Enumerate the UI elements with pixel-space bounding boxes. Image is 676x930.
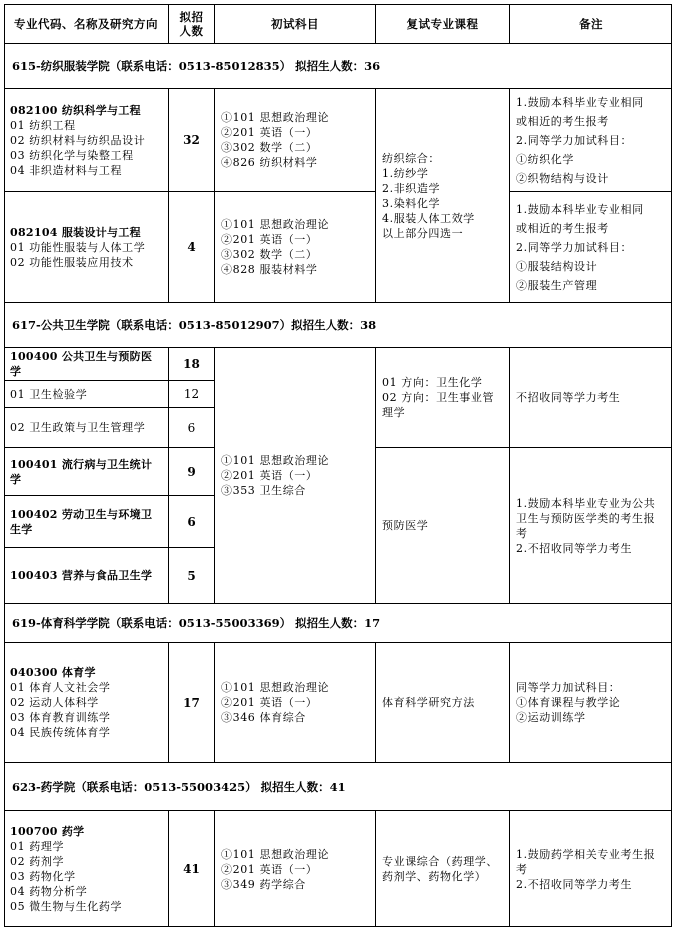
remark-item: 1.鼓励本科毕业专业相同 — [516, 202, 644, 216]
remark-item: 1.鼓励本科毕业专业为公共卫生与预防医学类的考生报考 — [516, 496, 656, 540]
header-remarks-text: 备注 — [579, 16, 603, 31]
quota-value: 6 — [187, 514, 196, 529]
dept-623-title-text: 623-药学院（联系电话：0513-55003425） 拟招生人数：41 — [12, 779, 346, 794]
remarks-617-a — [509, 347, 672, 447]
exam-item: ①101 思想政治理论 — [221, 111, 330, 124]
exams-040300 — [214, 642, 375, 762]
retest-item: 预防医学 — [382, 519, 429, 532]
exam-item: ②201 英语（一） — [221, 469, 318, 482]
major-title: 100700 药学 — [10, 825, 85, 838]
major-100401 — [4, 447, 168, 495]
quota-040300 — [168, 642, 214, 762]
header-quota — [168, 4, 214, 43]
quota-value: 18 — [183, 357, 200, 371]
header-quota-line2: 人数 — [179, 23, 204, 38]
major-direction: 03 体育教育训练学 — [10, 711, 111, 724]
remarks-082104 — [509, 191, 672, 302]
remark-item: 2.同等学力加试科目： — [516, 133, 633, 147]
retest-item: 2.非织造学 — [382, 181, 441, 195]
major-100402 — [4, 495, 168, 547]
retest-617-a — [375, 347, 509, 447]
exam-item: ②201 英语（一） — [221, 862, 318, 876]
major-direction: 04 药物分析学 — [10, 885, 88, 898]
major-direction: 01 体育人文社会学 — [10, 681, 111, 694]
dept-617-title — [4, 302, 672, 347]
major-100403 — [4, 547, 168, 603]
retest-item: 体育科学研究方法 — [382, 696, 475, 709]
header-code-name-text: 专业代码、名称及研究方向 — [14, 16, 158, 31]
major-direction: 03 纺织化学与染整工程 — [10, 148, 134, 162]
major-direction: 02 运动人体科学 — [10, 696, 99, 709]
quota-100700 — [168, 810, 214, 927]
retest-item: 4.服装人体工效学 — [382, 211, 475, 225]
major-082100 — [4, 88, 168, 191]
dept-617-title-text: 617-公共卫生学院（联系电话：0513-85012907）拟招生人数：38 — [12, 318, 377, 332]
quota-value: 41 — [183, 862, 200, 876]
major-082104 — [4, 191, 168, 302]
retest-item: 以上部分四选一 — [382, 226, 464, 240]
exam-item: ①101 思想政治理论 — [221, 454, 330, 467]
major-direction: 04 民族传统体育学 — [10, 726, 111, 739]
major-100400 — [4, 347, 168, 380]
remark-item: 不招收同等学力考生 — [516, 391, 621, 404]
remark-item: 2.不招收同等学力考生 — [516, 877, 633, 891]
quota-value: 9 — [187, 464, 196, 479]
remark-item: 同等学力加试科目： — [516, 681, 621, 694]
major-direction: 04 非织造材料与工程 — [10, 163, 123, 177]
major-title: 100402 劳动卫生与环境卫生学 — [10, 507, 153, 536]
remark-item: 2.不招收同等学力考生 — [516, 541, 633, 555]
quota-100400 — [168, 347, 214, 380]
retest-item: 02 方向：卫生事业管理学 — [382, 391, 495, 419]
remark-item: ②服装生产管理 — [516, 278, 598, 292]
major-direction: 02 卫生政策与卫生管理学 — [10, 421, 146, 434]
major-direction: 01 纺织工程 — [10, 118, 76, 132]
major-direction: 01 卫生检验学 — [10, 387, 88, 401]
exam-item: ②201 英语（一） — [221, 233, 318, 246]
major-direction: 02 纺织材料与纺织品设计 — [10, 133, 146, 147]
exam-item: ①101 思想政治理论 — [221, 847, 330, 861]
major-100700 — [4, 810, 168, 927]
exams-082100 — [214, 88, 375, 191]
quota-082100 — [168, 88, 214, 191]
exam-item: ①101 思想政治理论 — [221, 681, 330, 694]
retest-item: 纺织综合： — [382, 151, 440, 165]
retest-617-b — [375, 447, 509, 603]
quota-0101 — [168, 380, 214, 407]
dept-619-title-text: 619-体育科学学院（联系电话：0513-55003369） 拟招生人数：17 — [12, 616, 381, 630]
direction-0102 — [4, 407, 168, 447]
major-direction: 01 功能性服装与人体工学 — [10, 240, 146, 254]
major-title: 100401 流行病与卫生统计学 — [10, 457, 153, 486]
quota-value: 32 — [183, 133, 200, 147]
retest-item: 01 方向：卫生化学 — [382, 376, 483, 389]
retest-615 — [375, 88, 509, 302]
exam-item: ③346 体育综合 — [221, 711, 306, 724]
exam-item: ④826 纺织材料学 — [221, 156, 318, 169]
quota-082104 — [168, 191, 214, 302]
major-title: 100400 公共卫生与预防医学 — [10, 350, 153, 378]
quota-value: 12 — [183, 387, 200, 401]
exam-item: ④828 服装材料学 — [221, 263, 318, 276]
remarks-040300 — [509, 642, 672, 762]
header-quota-line1: 拟招 — [179, 9, 204, 24]
retest-040300 — [375, 642, 509, 762]
major-direction: 01 药理学 — [10, 840, 65, 853]
remark-item: ①纺织化学 — [516, 152, 574, 166]
exam-item: ②201 英语（一） — [221, 696, 318, 709]
major-direction: 05 微生物与生化药学 — [10, 900, 123, 913]
dept-615-title — [4, 43, 672, 88]
header-code-name — [4, 4, 168, 43]
major-title: 082100 纺织科学与工程 — [10, 103, 141, 117]
remark-item: 2.同等学力加试科目： — [516, 240, 633, 254]
major-direction: 02 药剂学 — [10, 855, 65, 868]
exam-item: ③302 数学（二） — [221, 248, 318, 261]
header-retest — [375, 4, 509, 43]
quota-value: 6 — [187, 420, 196, 435]
remark-item: 1.鼓励药学相关专业考生报考 — [516, 847, 656, 876]
exams-617 — [214, 347, 375, 603]
major-title: 040300 体育学 — [10, 666, 96, 679]
remark-item: 或相近的考生报考 — [516, 114, 609, 128]
header-initial-text: 初试科目 — [271, 16, 319, 31]
header-remarks — [509, 4, 672, 43]
remark-item: ①体育课程与教学论 — [516, 696, 621, 709]
dept-615-title-text: 615-纺织服装学院（联系电话：0513-85012835） 拟招生人数：36 — [12, 59, 381, 73]
major-direction: 03 药物化学 — [10, 870, 76, 883]
retest-item: 3.染料化学 — [382, 196, 441, 210]
dept-619-title — [4, 603, 672, 642]
exam-item: ①101 思想政治理论 — [221, 218, 330, 231]
remark-item: 或相近的考生报考 — [516, 221, 609, 235]
exam-item: ③349 药学综合 — [221, 877, 306, 891]
major-title: 100403 营养与食品卫生学 — [10, 569, 153, 582]
retest-100700 — [375, 810, 509, 927]
header-initial — [214, 4, 375, 43]
remarks-082100 — [509, 88, 672, 191]
quota-0102 — [168, 407, 214, 447]
major-title: 082104 服装设计与工程 — [10, 225, 141, 239]
exams-100700 — [214, 810, 375, 927]
quota-100401 — [168, 447, 214, 495]
enrollment-table — [4, 4, 672, 927]
exam-item: ③353 卫生综合 — [221, 484, 306, 497]
major-040300 — [4, 642, 168, 762]
retest-item: 1.纺纱学 — [382, 166, 429, 180]
quota-100402 — [168, 495, 214, 547]
remark-item: ①服装结构设计 — [516, 259, 598, 273]
quota-value: 17 — [183, 695, 200, 710]
exams-082104 — [214, 191, 375, 302]
header-retest-text: 复试专业课程 — [406, 16, 479, 31]
remark-item: ②运动训练学 — [516, 711, 586, 724]
retest-item: 专业课综合（药理学、药剂学、药物化学） — [382, 855, 498, 883]
dept-623-title — [4, 762, 672, 810]
quota-value: 4 — [187, 240, 196, 254]
quota-value: 5 — [187, 568, 196, 583]
exam-item: ②201 英语（一） — [221, 126, 318, 139]
exam-item: ③302 数学（二） — [221, 141, 318, 154]
remark-item: ②织物结构与设计 — [516, 171, 609, 185]
quota-100403 — [168, 547, 214, 603]
major-direction: 02 功能性服装应用技术 — [10, 255, 134, 269]
remarks-617-b — [509, 447, 672, 603]
remark-item: 1.鼓励本科毕业专业相同 — [516, 95, 644, 109]
remarks-100700 — [509, 810, 672, 927]
direction-0101 — [4, 380, 168, 407]
